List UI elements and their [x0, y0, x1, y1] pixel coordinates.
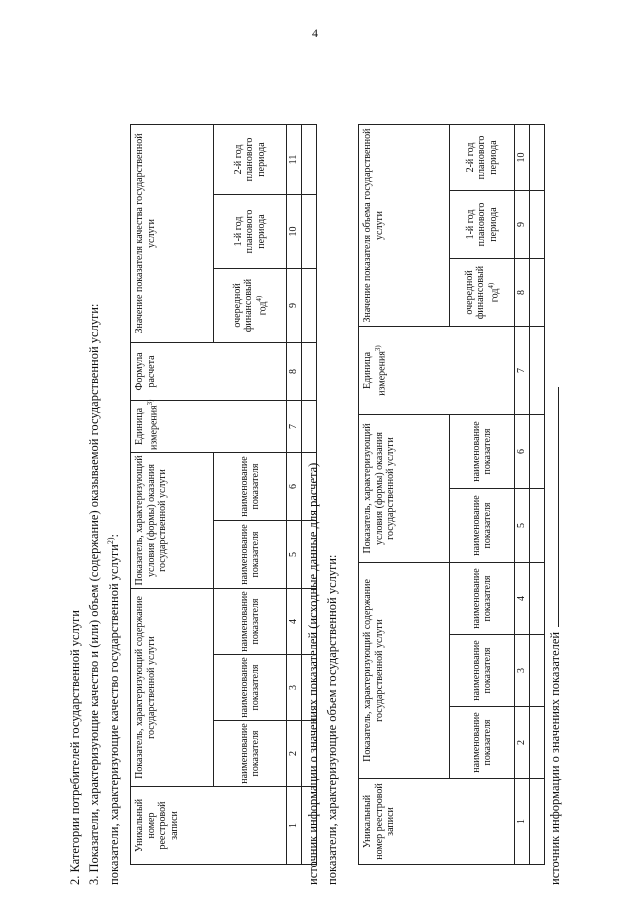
- empty-cell: [530, 326, 545, 414]
- section-3-heading: 3. Показатели, характеризующие качество и (или) объем (содержание) оказываемой государственной услуги:: [87, 303, 101, 885]
- section-2-heading: 2. Категории потребителей государственной услуги: [68, 610, 82, 885]
- name-col-5: наименование показателя: [450, 489, 515, 563]
- year-current-header: [214, 268, 287, 342]
- unit-header: [131, 400, 287, 452]
- num-cell: 10: [287, 194, 302, 268]
- source-line-volume: [548, 387, 563, 885]
- name-col-5: наименование показателя: [214, 521, 287, 589]
- quality-table: [130, 124, 317, 865]
- num-cell: 7: [287, 400, 302, 452]
- num-cell: 10: [515, 124, 530, 190]
- content-header: Показатель, характеризующий содержание государственной услуги: [359, 563, 450, 779]
- num-cell: 4: [515, 563, 530, 635]
- empty-cell: [302, 194, 317, 268]
- page-number: 4: [312, 26, 318, 40]
- empty-cell: [302, 268, 317, 342]
- content-header: Показатель, характеризующий содержание государственной услуги: [131, 589, 214, 787]
- year-current-label: очередной финансовый год: [463, 265, 500, 320]
- empty-cell: [302, 124, 317, 194]
- num-cell: 1: [515, 779, 530, 865]
- num-cell: 2: [515, 707, 530, 779]
- num-cell: 4: [287, 589, 302, 655]
- volume-table: [358, 124, 545, 865]
- num-cell: 5: [287, 521, 302, 589]
- num-cell: 8: [515, 258, 530, 326]
- source-line-2-text: источник информации о значениях показателей: [548, 631, 562, 885]
- source-line-text: источник информации о значениях показателей (исходные данные для расчета): [306, 462, 320, 885]
- year-1-header: 1-й год планового периода: [214, 194, 287, 268]
- name-col-6: наименование показателя: [214, 452, 287, 520]
- name-col-3: наименование показателя: [450, 635, 515, 707]
- quality-intro-text: показатели, характеризующие качество государственной услуги: [107, 544, 122, 885]
- conditions-header: Показатель, характеризующий условия (формы) оказания государственной услуги: [131, 452, 214, 588]
- num-cell: 8: [287, 342, 302, 400]
- num-cell: 6: [287, 452, 302, 520]
- quality-intro-colon: :: [107, 533, 122, 538]
- source-underline: [316, 348, 317, 458]
- num-cell: 9: [287, 268, 302, 342]
- year-current-footnote: 4): [254, 295, 263, 302]
- empty-cell: [530, 635, 545, 707]
- num-cell: 1: [287, 787, 302, 865]
- name-col-3: наименование показателя: [214, 655, 287, 721]
- empty-cell: [530, 779, 545, 865]
- source-line-quality: [306, 348, 321, 885]
- value-header: Значение показателя объема государственной услуги: [359, 124, 450, 326]
- unit-footnote: 3): [145, 399, 154, 406]
- num-cell: 11: [287, 124, 302, 194]
- empty-cell: [530, 563, 545, 635]
- num-cell: 5: [515, 489, 530, 563]
- empty-cell: [530, 258, 545, 326]
- empty-cell: [530, 190, 545, 258]
- empty-cell: [530, 707, 545, 779]
- year-2-header: 2-й год планового периода: [214, 124, 287, 194]
- volume-intro: показатели, характеризующие объем государственной услуги:: [325, 554, 339, 885]
- name-col-6: наименование показателя: [450, 414, 515, 488]
- year-2-header: 2-й год планового периода: [450, 124, 515, 190]
- unit-label: Единица измерения: [362, 351, 387, 396]
- num-cell: 7: [515, 326, 530, 414]
- year-current-header: [450, 258, 515, 326]
- registry-header: Уникальный номер реестровой записи: [131, 787, 287, 865]
- quality-intro: [106, 534, 122, 885]
- name-col-2: наименование показателя: [450, 707, 515, 779]
- num-cell: 2: [287, 721, 302, 787]
- formula-header: Формула расчета: [131, 342, 287, 400]
- year-current-label: очередной финансовый год: [231, 278, 268, 333]
- name-col-4: наименование показателя: [450, 563, 515, 635]
- year-current-footnote: 4): [486, 282, 495, 289]
- num-cell: 6: [515, 414, 530, 488]
- empty-cell: [530, 124, 545, 190]
- source-underline-2: [558, 387, 559, 627]
- name-col-4: наименование показателя: [214, 589, 287, 655]
- empty-cell: [530, 489, 545, 563]
- num-cell: 9: [515, 190, 530, 258]
- quality-intro-footnote: 2): [106, 537, 115, 545]
- registry-header: Уникальный номер реестровой записи: [359, 779, 515, 865]
- num-cell: 3: [287, 655, 302, 721]
- year-1-header: 1-й год планового периода: [450, 190, 515, 258]
- num-cell: 3: [515, 635, 530, 707]
- empty-cell: [530, 414, 545, 488]
- conditions-header: Показатель, характеризующий условия (формы) оказания государственной услуги: [359, 414, 450, 562]
- unit-header: [359, 326, 515, 414]
- unit-label: Единица измерения: [134, 405, 159, 450]
- value-header: Значение показателя качества государственной услуги: [131, 124, 214, 342]
- name-col-2: наименование показателя: [214, 721, 287, 787]
- unit-footnote: 3): [373, 345, 382, 352]
